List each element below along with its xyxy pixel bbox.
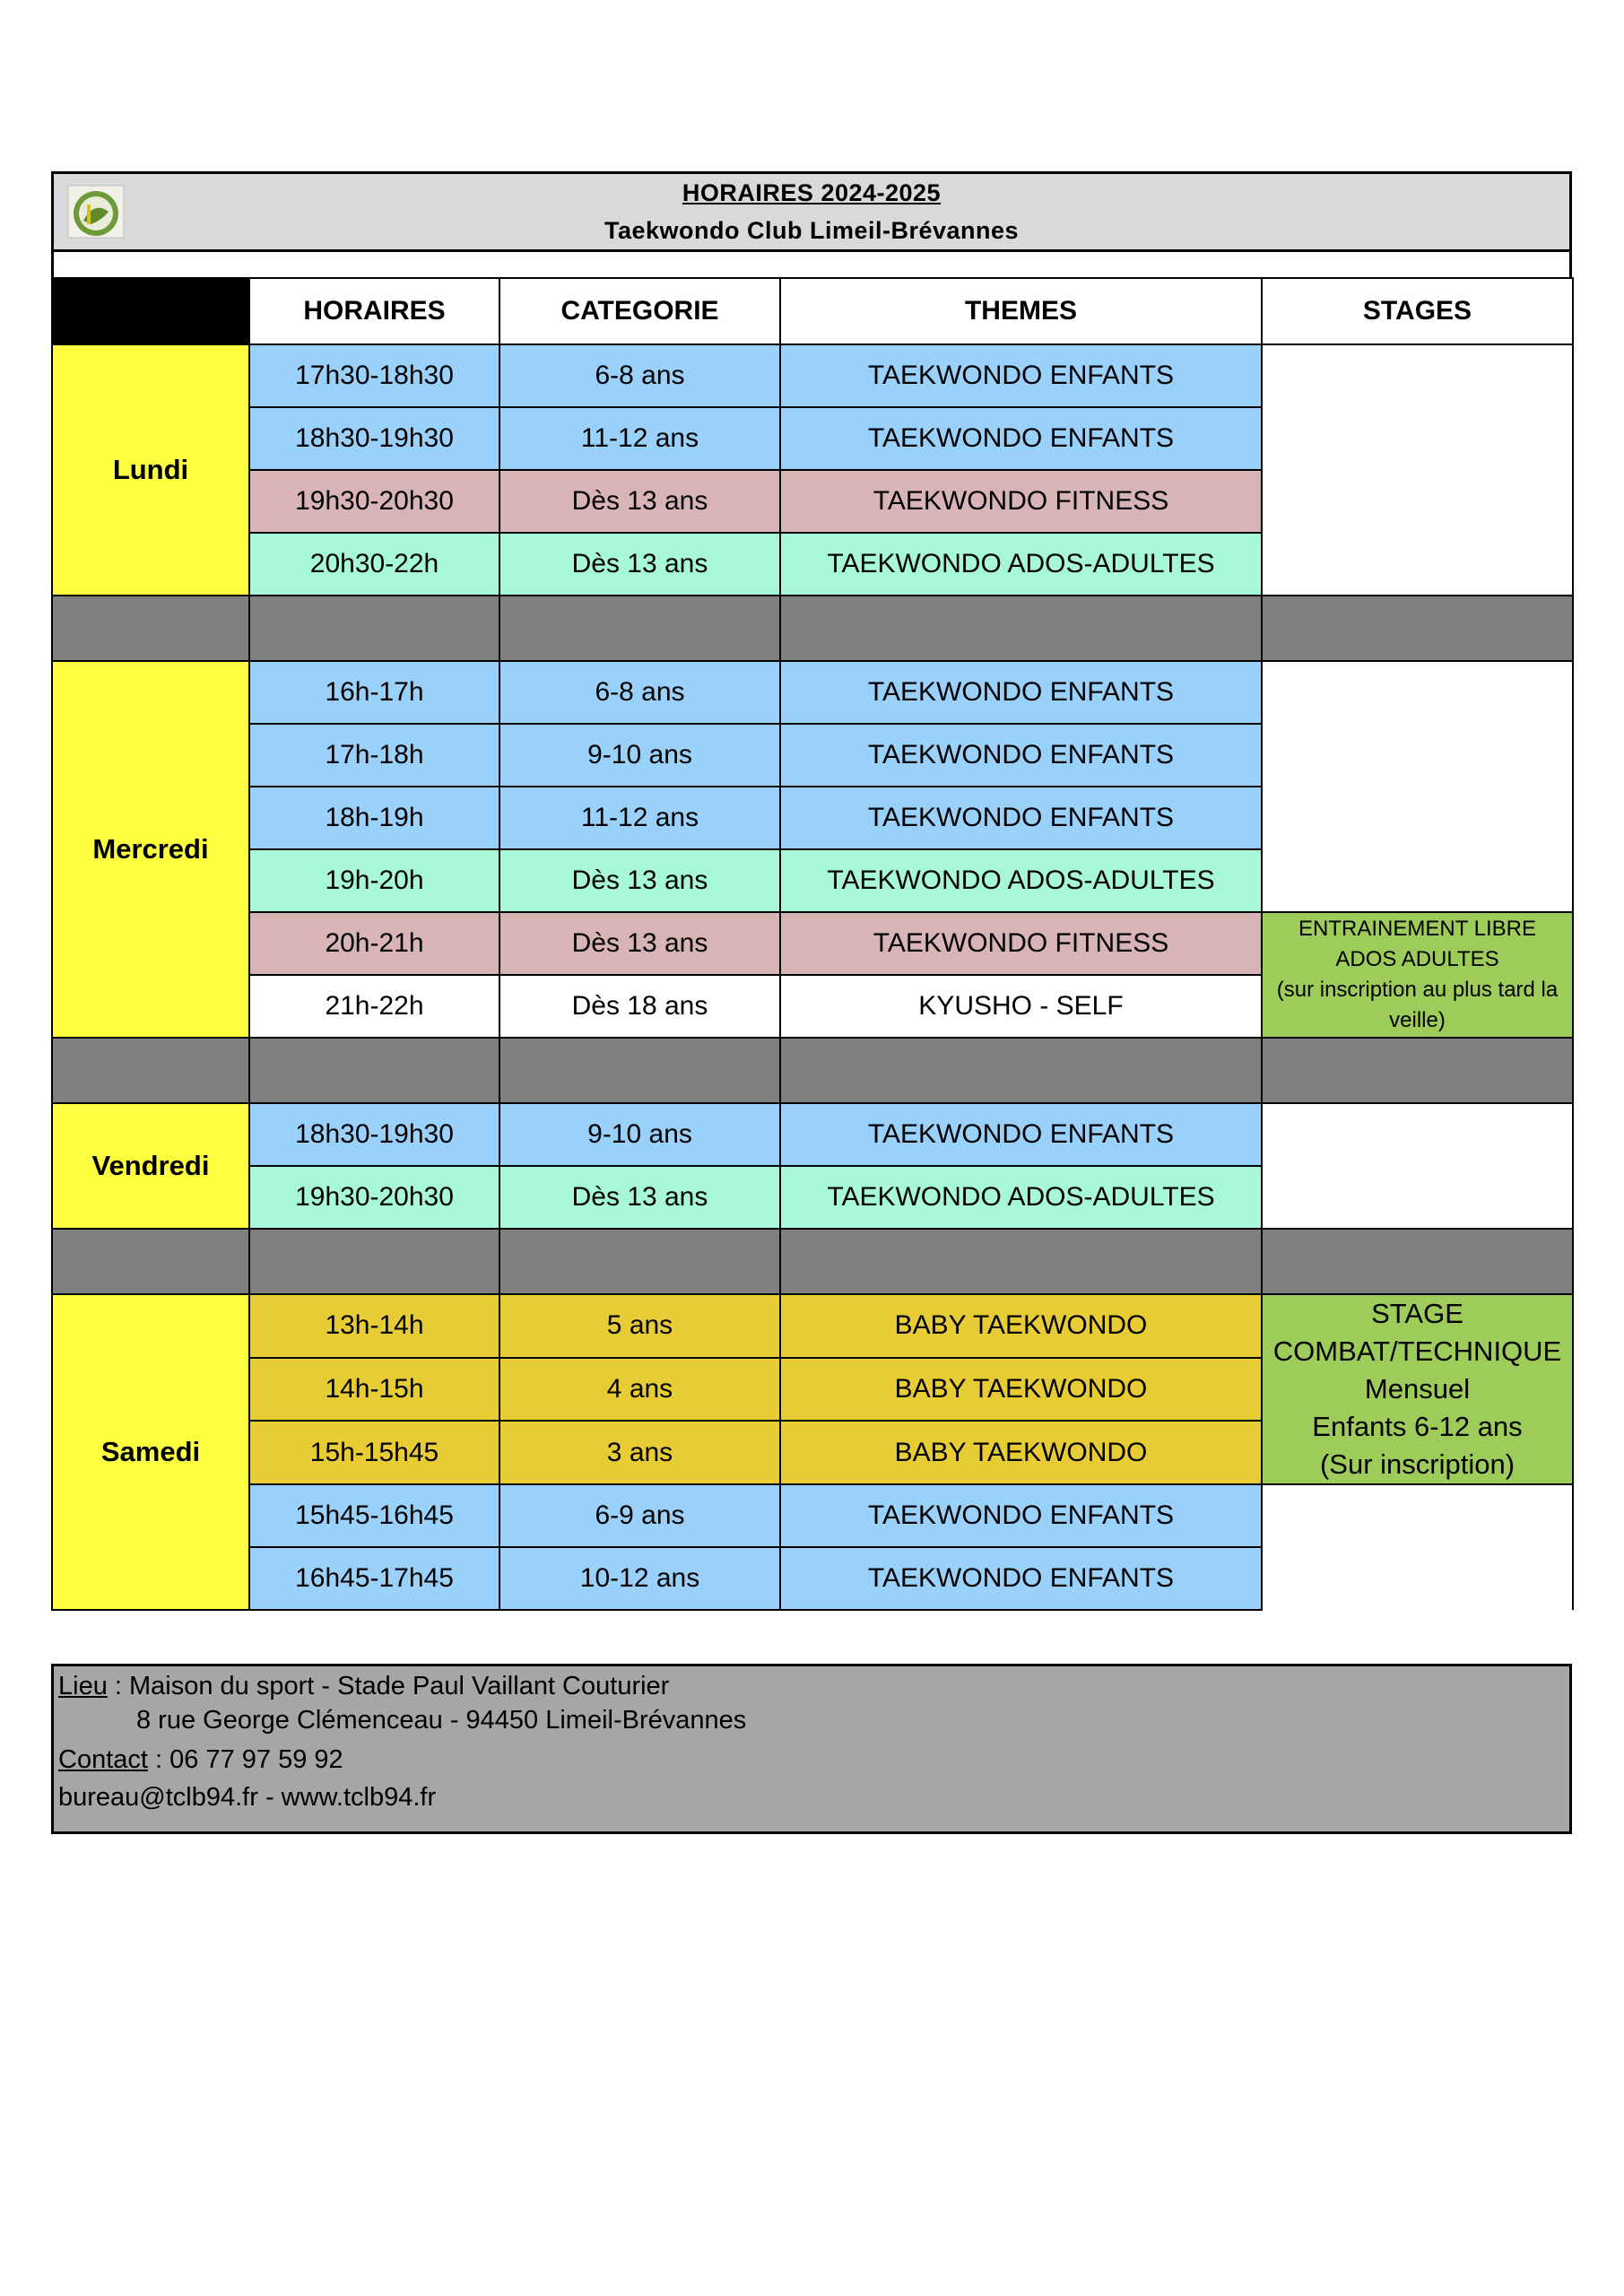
stage-line: Mensuel — [1364, 1373, 1471, 1405]
table-row — [52, 1294, 1573, 1358]
time-cell: 16h45-17h45 — [249, 1547, 499, 1610]
category-cell: Dès 13 ans — [499, 912, 780, 975]
stage-line: ADOS ADULTES — [1335, 947, 1499, 971]
category-cell: 5 ans — [499, 1294, 780, 1358]
stage-line: STAGE — [1371, 1298, 1463, 1329]
theme-cell: TAEKWONDO ADOS-ADULTES — [780, 849, 1262, 912]
time-cell: 20h-21h — [249, 912, 499, 975]
stage-line: (Sur inscription) — [1319, 1448, 1515, 1480]
header-gap — [51, 252, 1572, 278]
theme-cell: BABY TAEKWONDO — [780, 1358, 1262, 1422]
category-cell: 6-8 ans — [499, 661, 780, 724]
category-cell: 11-12 ans — [499, 407, 780, 470]
theme-cell: TAEKWONDO ENFANTS — [780, 724, 1262, 787]
stage-cell-empty — [1262, 661, 1573, 912]
theme-cell: BABY TAEKWONDO — [780, 1421, 1262, 1484]
category-cell: Dès 13 ans — [499, 533, 780, 596]
separator-row — [52, 1229, 1573, 1294]
time-cell: 21h-22h — [249, 975, 499, 1038]
theme-cell: TAEKWONDO ENFANTS — [780, 407, 1262, 470]
time-cell: 17h30-18h30 — [249, 344, 499, 407]
contact-phone: : 06 77 97 59 92 — [147, 1745, 343, 1774]
time-cell: 18h30-19h30 — [249, 407, 499, 470]
stage-line: COMBAT/TECHNIQUE — [1272, 1335, 1562, 1367]
stage-entrainement-libre — [1262, 912, 1573, 1038]
time-cell: 18h-19h — [249, 787, 499, 849]
category-cell: 3 ans — [499, 1421, 780, 1484]
time-cell: 16h-17h — [249, 661, 499, 724]
time-cell: 18h30-19h30 — [249, 1103, 499, 1166]
lieu-line — [58, 1672, 669, 1701]
stage-line: veille) — [1389, 1008, 1446, 1032]
time-cell: 13h-14h — [249, 1294, 499, 1358]
header-corner — [52, 278, 249, 344]
time-cell: 20h30-22h — [249, 533, 499, 596]
stage-combat-technique — [1262, 1294, 1573, 1484]
schedule-table — [51, 277, 1574, 1611]
column-header-categorie: CATEGORIE — [499, 278, 780, 344]
category-cell: Dès 18 ans — [499, 975, 780, 1038]
day-lundi: Lundi — [52, 344, 249, 596]
stage-cell-empty — [1262, 1103, 1573, 1229]
category-cell: 6-8 ans — [499, 344, 780, 407]
category-cell: Dès 13 ans — [499, 470, 780, 533]
theme-cell: TAEKWONDO ENFANTS — [780, 1547, 1262, 1610]
theme-cell: BABY TAEKWONDO — [780, 1294, 1262, 1358]
separator-row — [52, 1038, 1573, 1103]
day-samedi: Samedi — [52, 1294, 249, 1610]
stage-cell-empty — [1262, 344, 1573, 596]
theme-cell: TAEKWONDO ENFANTS — [780, 787, 1262, 849]
table-row — [52, 1103, 1573, 1166]
category-cell: 6-9 ans — [499, 1484, 780, 1547]
day-mercredi: Mercredi — [52, 661, 249, 1038]
contact-footer — [51, 1664, 1572, 1834]
page-title: HORAIRES 2024-2025 — [682, 179, 942, 206]
category-cell: 9-10 ans — [499, 724, 780, 787]
table-row — [52, 661, 1573, 724]
theme-cell: TAEKWONDO FITNESS — [780, 470, 1262, 533]
category-cell: 11-12 ans — [499, 787, 780, 849]
category-cell: 10-12 ans — [499, 1547, 780, 1610]
time-cell: 15h-15h45 — [249, 1421, 499, 1484]
category-cell: Dès 13 ans — [499, 1166, 780, 1229]
theme-cell: TAEKWONDO ENFANTS — [780, 344, 1262, 407]
category-cell: 9-10 ans — [499, 1103, 780, 1166]
email-web-line: bureau@tclb94.fr - www.tclb94.fr — [58, 1783, 437, 1812]
lieu-label: Lieu — [58, 1672, 108, 1700]
theme-cell: KYUSHO - SELF — [780, 975, 1262, 1038]
day-vendredi: Vendredi — [52, 1103, 249, 1229]
time-cell: 19h-20h — [249, 849, 499, 912]
theme-cell: TAEKWONDO ADOS-ADULTES — [780, 533, 1262, 596]
contact-label: Contact — [58, 1745, 148, 1774]
time-cell: 19h30-20h30 — [249, 470, 499, 533]
stage-cell-empty — [1262, 1484, 1573, 1610]
time-cell: 15h45-16h45 — [249, 1484, 499, 1547]
time-cell: 19h30-20h30 — [249, 1166, 499, 1229]
time-cell: 17h-18h — [249, 724, 499, 787]
table-row — [52, 1484, 1573, 1547]
theme-cell: TAEKWONDO ENFANTS — [780, 1484, 1262, 1547]
column-header-stages: STAGES — [1262, 278, 1573, 344]
category-cell: 4 ans — [499, 1358, 780, 1422]
club-name: Taekwondo Club Limeil-Brévannes — [604, 217, 1020, 244]
column-header-themes: THEMES — [780, 278, 1262, 344]
schedule-header — [51, 171, 1572, 252]
theme-cell: TAEKWONDO ADOS-ADULTES — [780, 1166, 1262, 1229]
stage-line: (sur inscription au plus tard la — [1276, 978, 1559, 1002]
theme-cell: TAEKWONDO ENFANTS — [780, 661, 1262, 724]
separator-row — [52, 596, 1573, 661]
table-row — [52, 344, 1573, 407]
address-line: 8 rue George Clémenceau - 94450 Limeil-Brévannes — [136, 1706, 747, 1735]
stage-line: Enfants 6-12 ans — [1312, 1411, 1523, 1442]
time-cell: 14h-15h — [249, 1358, 499, 1422]
lieu-text: : Maison du sport - Stade Paul Vaillant Couturier — [107, 1672, 670, 1700]
theme-cell: TAEKWONDO FITNESS — [780, 912, 1262, 975]
stage-line: ENTRAINEMENT LIBRE — [1298, 917, 1536, 941]
contact-line — [58, 1745, 343, 1775]
category-cell: Dès 13 ans — [499, 849, 780, 912]
column-header-horaires: HORAIRES — [249, 278, 499, 344]
table-header-row — [52, 278, 1573, 344]
theme-cell: TAEKWONDO ENFANTS — [780, 1103, 1262, 1166]
table-row — [52, 912, 1573, 975]
